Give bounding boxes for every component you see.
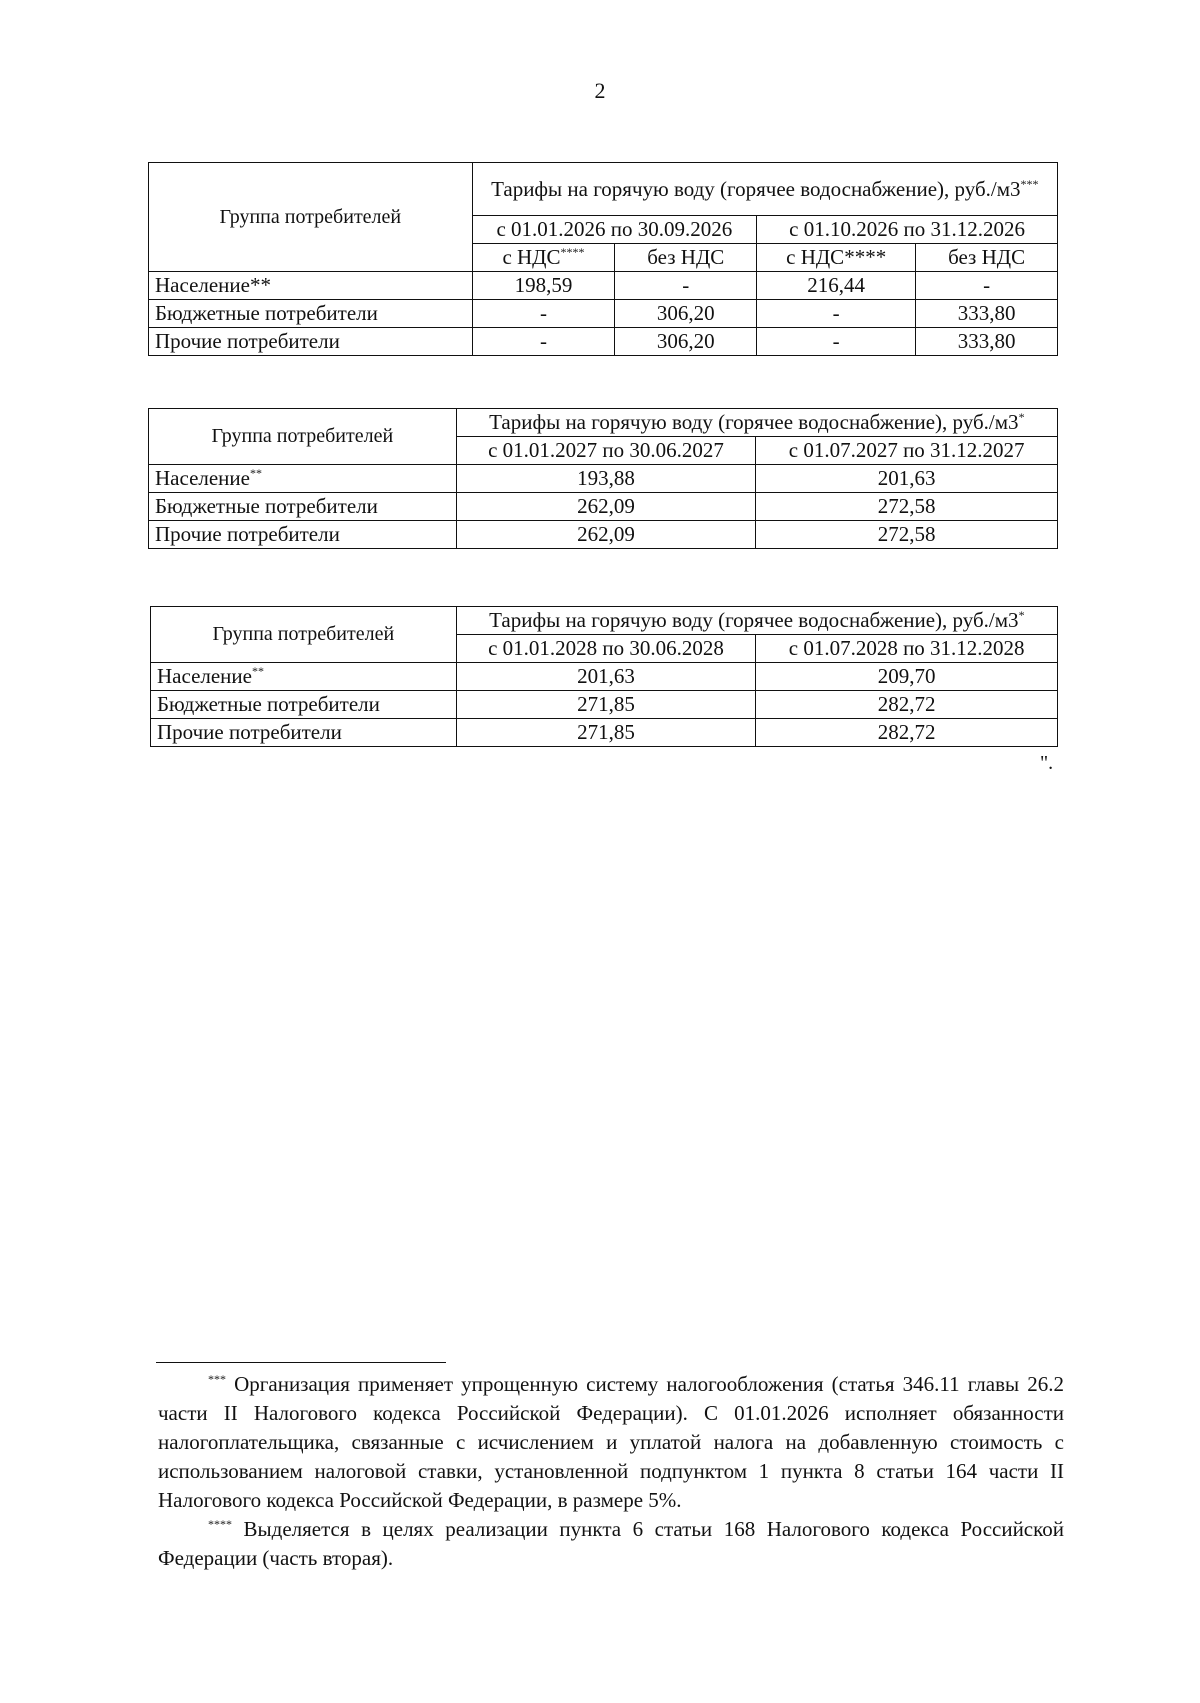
row-value: 333,80 (916, 328, 1058, 356)
row-value: 306,20 (615, 328, 757, 356)
group-header: Группа потребителей (149, 163, 473, 272)
tariff-table-2028 (150, 606, 1058, 747)
row-value: 306,20 (615, 300, 757, 328)
group-header: Группа потребителей (149, 409, 457, 465)
row-value: - (757, 328, 916, 356)
row-group: Население** (149, 465, 457, 493)
tariff-header: Тарифы на горячую воду (горячее водоснабжение), руб./м3*** (472, 163, 1057, 216)
no-vat-subheader: без НДС (916, 244, 1058, 272)
period-header: с 01.07.2028 по 31.12.2028 (756, 635, 1058, 663)
vat-subheader: с НДС**** (472, 244, 615, 272)
row-value: 262,09 (456, 521, 756, 549)
row-value: 282,72 (756, 719, 1058, 747)
row-group: Бюджетные потребители (151, 691, 457, 719)
table-row (151, 663, 1058, 691)
tariff-table-2026 (148, 162, 1058, 356)
row-value: 193,88 (456, 465, 756, 493)
tariff-header: Тарифы на горячую воду (горячее водоснабжение), руб./м3* (456, 607, 1057, 635)
row-value: - (472, 328, 615, 356)
row-group: Население** (149, 272, 473, 300)
row-value: 272,58 (756, 493, 1058, 521)
table-row (149, 521, 1058, 549)
period-header: с 01.01.2027 по 30.06.2027 (456, 437, 756, 465)
table-row (151, 719, 1058, 747)
closing-quote: ". (1040, 752, 1054, 774)
row-value: - (757, 300, 916, 328)
row-value: 209,70 (756, 663, 1058, 691)
row-group: Бюджетные потребители (149, 300, 473, 328)
table-row (149, 272, 1058, 300)
row-value: - (615, 272, 757, 300)
tariff-table-2027 (148, 408, 1058, 549)
row-value: 198,59 (472, 272, 615, 300)
table-row (149, 493, 1058, 521)
period-header: с 01.07.2027 по 31.12.2027 (756, 437, 1058, 465)
row-group: Прочие потребители (149, 521, 457, 549)
footnote-separator (156, 1362, 446, 1363)
tariff-header: Тарифы на горячую воду (горячее водоснабжение), руб./м3* (456, 409, 1057, 437)
table-row (149, 300, 1058, 328)
period-header: с 01.01.2028 по 30.06.2028 (456, 635, 756, 663)
footnote: *** Организация применяет упрощенную систему налогообложения (статья 346.11 главы 26.2 части II Налогового кодекса Российской Федерации). С 01.01.2026 исполняет обязанности налогоплательщика, связанные с исчислением и уплатой налога на добавленную стоимость с использованием налоговой ставки, установленной подпунктом 1 пункта 8 статьи 164 части II Налогового кодекса Российской Федерации, в размере 5%. (158, 1372, 1064, 1512)
page-number: 2 (594, 78, 606, 103)
row-value: 272,58 (756, 521, 1058, 549)
row-value: 282,72 (756, 691, 1058, 719)
group-header: Группа потребителей (151, 607, 457, 663)
row-value: 333,80 (916, 300, 1058, 328)
row-group: Бюджетные потребители (149, 493, 457, 521)
vat-subheader: с НДС**** (757, 244, 916, 272)
table-row (149, 328, 1058, 356)
row-group: Прочие потребители (149, 328, 473, 356)
row-value: 271,85 (456, 719, 756, 747)
footnotes (158, 1370, 1064, 1573)
row-value: 201,63 (456, 663, 756, 691)
no-vat-subheader: без НДС (615, 244, 757, 272)
period-header: с 01.01.2026 по 30.09.2026 (472, 216, 757, 244)
period-header: с 01.10.2026 по 31.12.2026 (757, 216, 1058, 244)
row-group: Прочие потребители (151, 719, 457, 747)
row-value: - (916, 272, 1058, 300)
row-value: 201,63 (756, 465, 1058, 493)
row-value: 216,44 (757, 272, 916, 300)
row-value: 262,09 (456, 493, 756, 521)
table-row (149, 465, 1058, 493)
table-row (151, 691, 1058, 719)
row-value: - (472, 300, 615, 328)
row-group: Население** (151, 663, 457, 691)
row-value: 271,85 (456, 691, 756, 719)
footnote: **** Выделяется в целях реализации пункта 6 статьи 168 Налогового кодекса Российской Федерации (часть вторая). (158, 1517, 1065, 1570)
